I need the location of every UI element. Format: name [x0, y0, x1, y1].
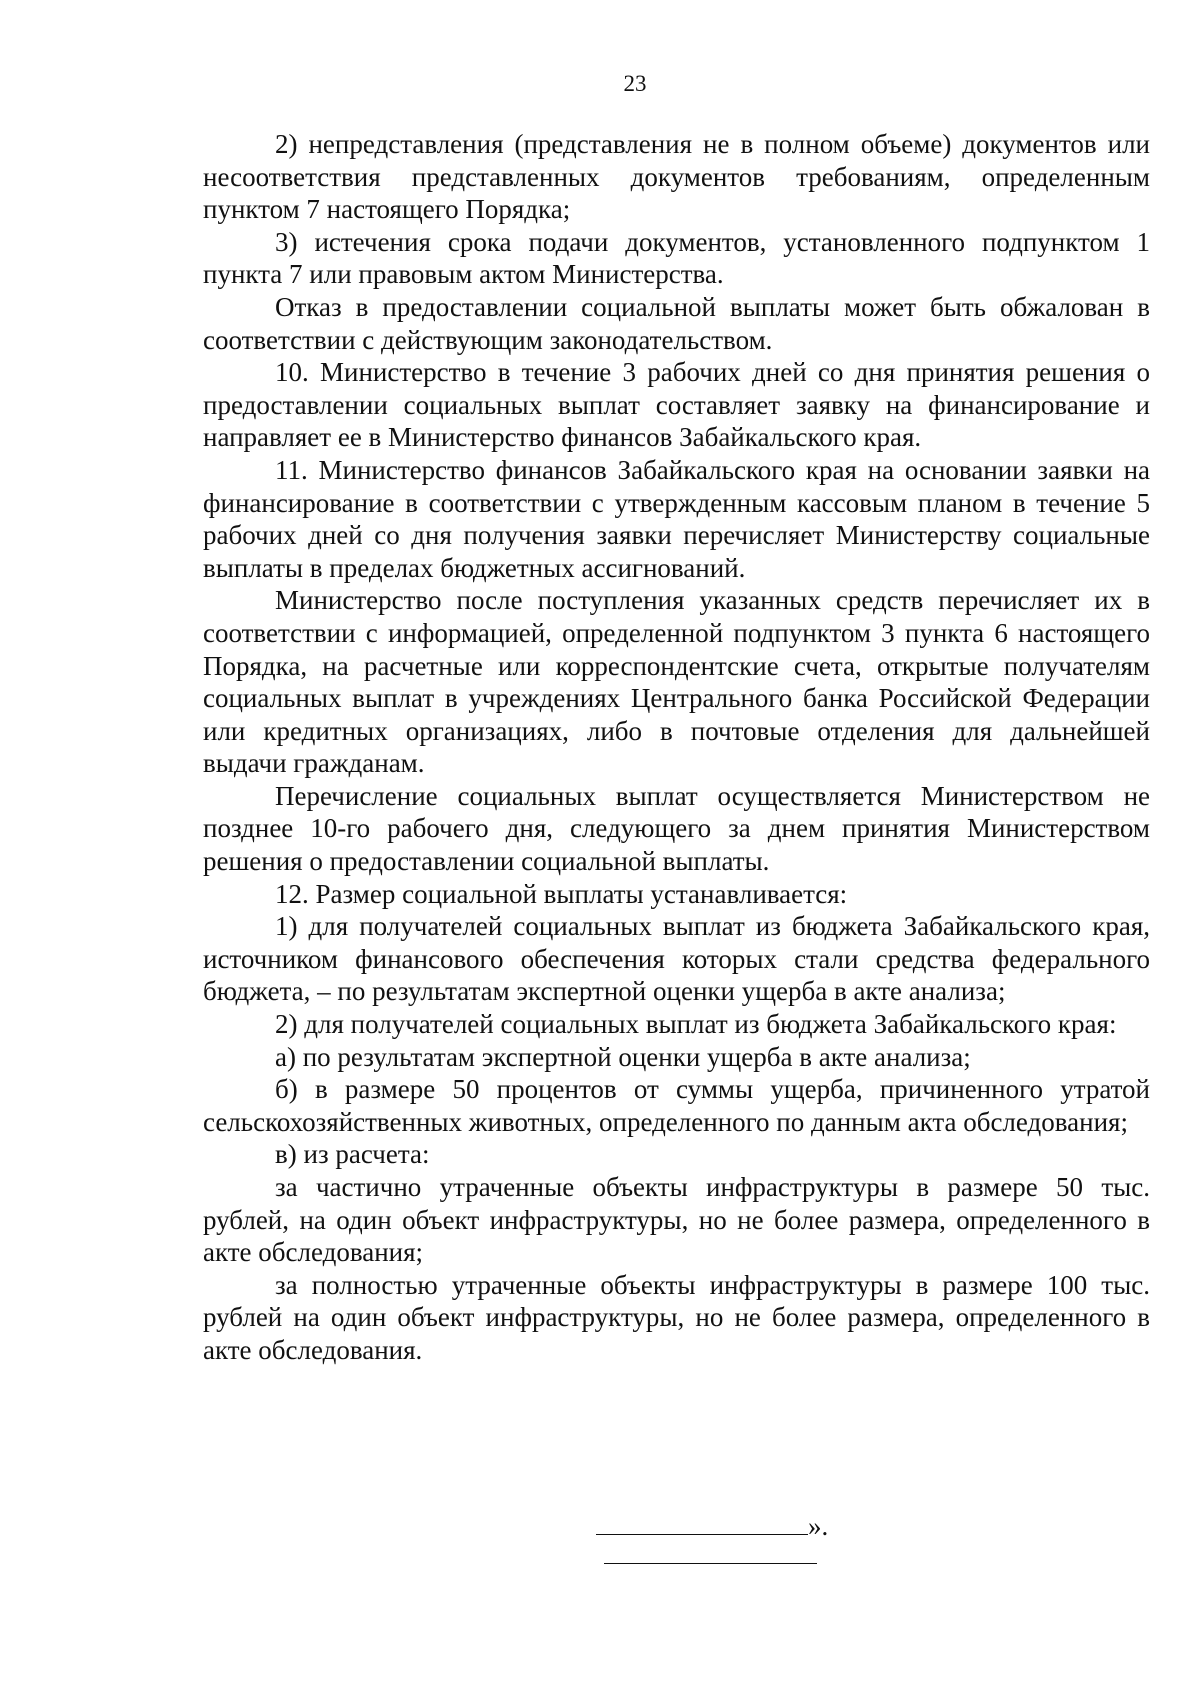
paragraph-12-2: 2) для получателей социальных выплат из бюджета Забайкальского края:: [275, 1009, 1117, 1040]
paragraph-full-loss: за полностью утраченные объекты инфраструктуры в размере 100 тыс. рублей на один объект инфраструктуры, но не более размера, определенного в акте обследования.: [203, 1269, 1150, 1365]
paragraph-12-2-v: в) из расчета:: [275, 1139, 430, 1170]
paragraph-transfer: Министерство после поступления указанных средств перечисляет их в соответствии с информацией, определенной подпунктом 3 пункта 6 настоящего Порядка, на расчетные или корреспондентские счета, открытые получателям социальных выплат в учреждениях Центрального банка Российской Федерации или кредитных организациях, либо в почтовые отделения для дальнейшей выдачи гражданам.: [203, 585, 1150, 779]
closing-underline: [596, 1512, 808, 1535]
closing-quote: ».: [808, 1511, 829, 1541]
closing-line: [596, 1510, 828, 1542]
paragraph-item-3: 3) истечения срока подачи документов, установленного подпунктом 1 пункта 7 или правовым актом Министерства.: [203, 226, 1150, 290]
paragraph-appeal: Отказ в предоставлении социальной выплаты может быть обжалован в соответствии с действующим законодательством.: [203, 291, 1150, 355]
paragraph-12-2-a: а) по результатам экспертной оценки ущерба в акте анализа;: [275, 1041, 971, 1072]
page-number: 23: [623, 71, 647, 96]
paragraph-clause-11: 11. Министерство финансов Забайкальского края на основании заявки на финансирование в соответствии с утвержденным кассовым планом в течение 5 рабочих дней со дня получения заявки перечисляет Министерству социальные выплаты в пределах бюджетных ассигнований.: [203, 454, 1150, 583]
end-divider: [604, 1563, 817, 1564]
paragraph-partial-loss: за частично утраченные объекты инфраструктуры в размере 50 тыс. рублей, на один объект инфраструктуры, но не более размера, определенного в акте обследования;: [203, 1172, 1150, 1268]
document-body: [203, 128, 1150, 1367]
paragraph-12-1: 1) для получателей социальных выплат из бюджета Забайкальского края, источником финансового обеспечения которых стали средства федерального бюджета, – по результатам экспертной оценки ущерба в акте анализа;: [203, 911, 1150, 1007]
paragraph-12-2-b: б) в размере 50 процентов от суммы ущерба, причиненного утратой сельскохозяйственных животных, определенного по данным акта обследования;: [203, 1074, 1150, 1137]
paragraph-clause-10: 10. Министерство в течение 3 рабочих дней со дня принятия решения о предоставлении социальных выплат составляет заявку на финансирование и направляет ее в Министерство финансов Забайкальского края.: [203, 357, 1150, 453]
paragraph-clause-12: 12. Размер социальной выплаты устанавливается:: [275, 878, 848, 909]
paragraph-item-2: 2) непредставления (представления не в полном объеме) документов или несоответствия представленных документов требованиям, определенным пунктом 7 настоящего Порядка;: [203, 129, 1150, 225]
paragraph-transfer-deadline: Перечисление социальных выплат осуществляется Министерством не позднее 10-го рабочего дня, следующего за днем принятия Министерством решения о предоставлении социальной выплаты.: [203, 780, 1150, 877]
